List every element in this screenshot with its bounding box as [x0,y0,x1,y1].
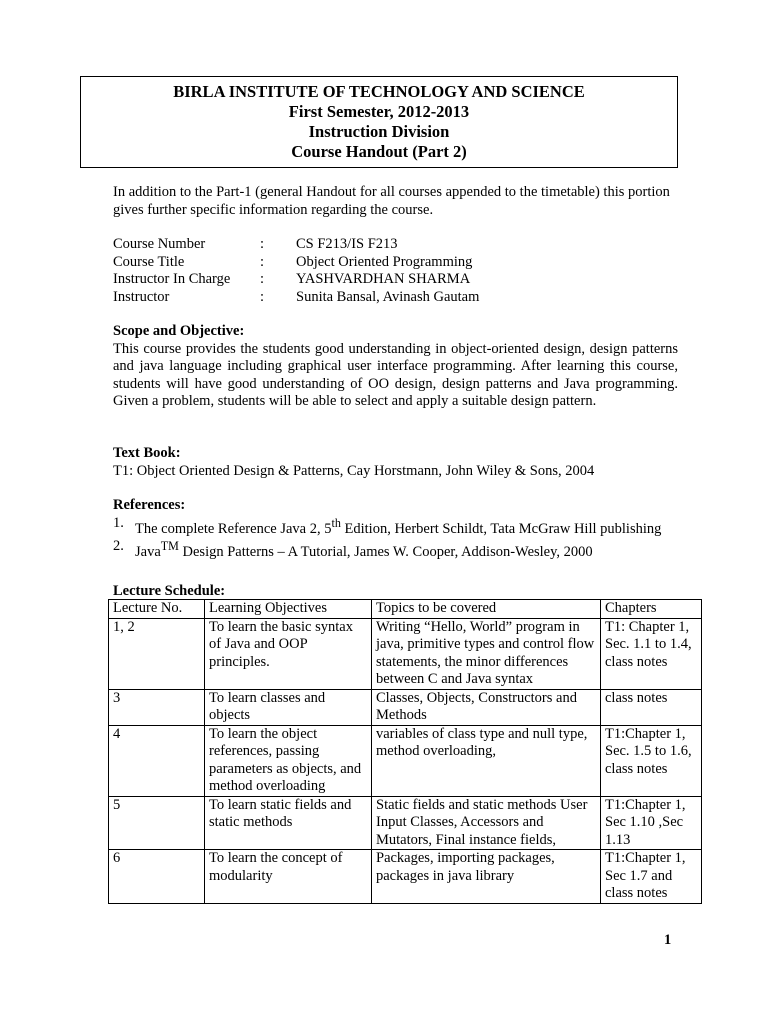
column-header: Lecture No. [109,600,205,619]
info-value: Object Oriented Programming [296,253,473,270]
chapters-cell: T1:Chapter 1, Sec 1.10 ,Sec 1.13 [601,796,702,850]
topics-cell: variables of class type and null type, method overloading, [372,725,601,796]
lecture-cell: 3 [109,689,205,725]
objective-cell: To learn static fields and static methods [205,796,372,850]
reference-text-rest: Design Patterns – A Tutorial, James W. Cooper, Addison-Wesley, 2000 [178,543,593,560]
schedule-title: Lecture Schedule: [113,583,226,599]
table-row [109,618,702,689]
info-value: Sunita Bansal, Avinash Gautam [296,288,480,305]
info-value: CS F213/IS F213 [296,236,398,252]
scope-text: This course provides the students good understanding in object-oriented design, design patterns and java language including graphical user interface programming. After learning this course, students will have good understanding of OO design, design patterns and Java programming. Given a problem, students will be able to select and apply a suitable design pattern. [113,340,678,409]
topics-cell: Static fields and static methods User Input Classes, Accessors and Mutators, Final instance fields, [372,796,601,850]
table-row [109,796,702,850]
lecture-cell: 4 [109,725,205,796]
table-row [109,689,702,725]
column-header: Topics to be covered [372,600,601,619]
header-box [80,76,678,168]
info-row-instructor-in-charge [113,271,678,289]
superscript: TM [160,538,179,553]
table-header-row [109,600,702,619]
textbook-section [113,445,678,480]
info-label: Course Title [113,253,185,270]
textbook-title: Text Book: [113,445,181,461]
reference-text-main: The complete Reference Java 2, 5 [135,520,332,537]
info-label: Instructor [113,288,170,305]
chapters-cell: T1:Chapter 1, Sec. 1.5 to 1.6, class notes [601,725,702,796]
table-row [109,850,702,904]
intro-paragraph: In addition to the Part-1 (general Handout for all courses appended to the timetable) this portion gives further specific information regarding the course. [113,184,670,218]
reference-text-rest: Edition, Herbert Schildt, Tata McGraw Hill publishing [340,520,662,537]
superscript: th [331,515,341,530]
lecture-cell: 5 [109,796,205,850]
objective-cell: To learn the basic syntax of Java and OOP principles. [205,618,372,689]
info-value: YASHVARDHAN SHARMA [296,271,471,287]
semester: First Semester, 2012-2013 [288,102,470,121]
info-label: Instructor In Charge [113,271,231,287]
topics-cell: Classes, Objects, Constructors and Methods [372,689,601,725]
chapters-cell: class notes [601,689,702,725]
topics-cell: Writing “Hello, World” program in java, primitive types and control flow statements, the minor differences between C and Java syntax [372,618,601,689]
objective-cell: To learn classes and objects [205,689,372,725]
info-row-instructor [113,289,678,307]
reference-number: 1. [113,514,124,531]
references-title: References: [113,497,186,513]
objective-cell: To learn the object references, passing parameters as objects, and method overloading [205,725,372,796]
chapters-cell: T1:Chapter 1, Sec 1.7 and class notes [601,850,702,904]
reference-item [113,538,678,561]
handout-title: Course Handout (Part 2) [291,142,467,161]
reference-item [113,515,678,538]
chapters-cell: T1: Chapter 1, Sec. 1.1 to 1.4, class notes [601,618,702,689]
reference-number: 2. [113,537,124,554]
institute-name: BIRLA INSTITUTE OF TECHNOLOGY AND SCIENCE [173,82,585,101]
division: Instruction Division [308,122,450,141]
info-row-course-title [113,254,678,272]
info-row-course-number [113,236,678,254]
lecture-schedule-table [108,599,702,904]
topics-cell: Packages, importing packages, packages in java library [372,850,601,904]
scope-title: Scope and Objective: [113,323,245,339]
textbook-text: T1: Object Oriented Design & Patterns, Cay Horstmann, John Wiley & Sons, 2004 [113,462,595,479]
table-row [109,725,702,796]
reference-text [135,538,678,561]
info-colon: : [260,236,265,252]
page-number: 1 [664,932,672,948]
reference-text-main: Java [135,543,161,560]
lecture-cell: 1, 2 [109,618,205,689]
info-colon: : [260,271,265,287]
column-header: Chapters [601,600,702,619]
course-info [113,236,678,306]
info-colon: : [260,253,265,270]
info-label: Course Number [113,236,206,252]
lecture-cell: 6 [109,850,205,904]
info-colon: : [260,288,265,305]
scope-section [113,323,678,411]
references-section [113,497,678,561]
column-header: Learning Objectives [205,600,372,619]
reference-text [135,515,678,538]
objective-cell: To learn the concept of modularity [205,850,372,904]
